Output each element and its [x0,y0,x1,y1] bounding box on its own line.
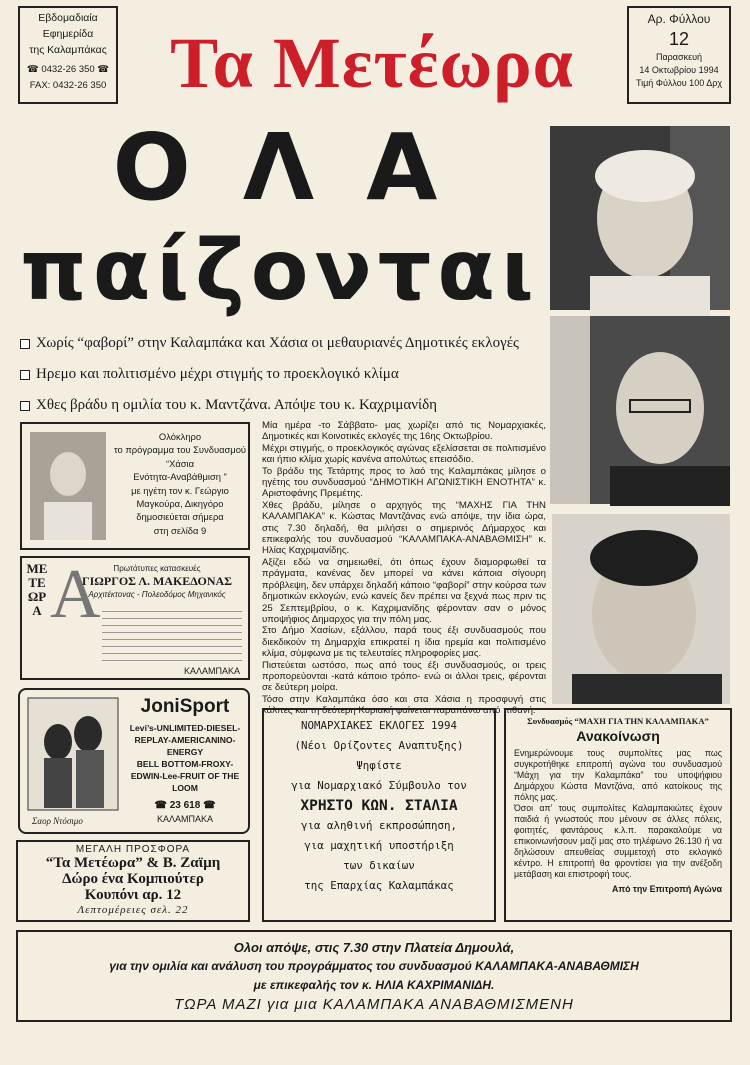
bullet-item: Χωρίς “φαβορί” στην Καλαμπάκα και Χάσια οι μεθαυριανές Δημοτικές εκλογές [20,334,540,352]
announcement-paragraph: Όσοι απ’ τους συμπολίτες Καλαμπακιώτες έχουν παιδιά ή γνωστούς που μένουν σε άλλες πόλεις, φοιτητές, φαντάρους κ.λ.π. παρακαλούμε να επικοινωνήσουν μαζί μας στο τηλέφωνο 26.130 ή να δηλώσουν απευθείας συμμετοχή στο εκλογικό κέντρο. Η επιτροπή θα φροντίσει για την ανέξοδη μετάβαση και επιστροφή τους. [514,803,722,879]
announcement-box [504,708,732,922]
election-ad: ΝΟΜΑΡΧΙΑΚΕΣ ΕΚΛΟΓΕΣ 1994 (Νέοι Ορίζοντες Αναπτυξης) Ψηφίστε για Νομαρχιακό Σύμβουλο τον ΧΡΗΣΤΟ ΚΩΝ. ΣΤΑΛΙΑ για αληθινή εκπροσώπηση, για μαχητική υποστήριξη των δικαίων της Επαρχίας Καλαμπάκας [262,708,496,922]
article-paragraph: Στο Δήμο Χασίων, εξάλλου, παρά τους έξι συνδυασμούς που διεκδικούν τη Δημαρχία επικρατεί η ίδια ηρεμία και πολιτισμένο κλίμα, σύμφωνα με τις τελευταίες πληροφορίες μας. [262,625,546,660]
architect-city: ΚΑΛΑΜΠΑΚΑ [184,666,241,676]
offer-line: Δώρο ένα Κομπιούτερ [62,871,204,887]
announcement-paragraph: Ενημερώνουμε τους συμπολίτες μας πως συγκροτήθηκε επιτροπή αγώνα του συνδυασμού “Μάχη για την Καλαμπάκα” του υποψήφιου Δημάρχου Κώστα Μαντζάνα, από κατοίκους της πόλης μας. [514,748,722,802]
program-text: Ολόκληρο το πρόγραμμα του Συνδυασμού “Χάσια Ενότητα-Αναβάθμιση ” με ηγέτη τον κ. Γεώργιο Μαγκούρα, Δικηγόρο δημοσιεύεται σήμερα στη σελίδα 9 [113,431,247,536]
jonisport-caption: Σαορ Ντόσιμο [32,816,83,826]
offer-line: ΜΕΓΑΛΗ ΠΡΟΣΦΟΡΑ [75,844,191,855]
banner-line: ΤΩΡΑ ΜΑΖΙ για μια ΚΑΛΑΜΠΑΚΑ ΑΝΑΒΑΘΜΙΣΜΕΝΗ [174,996,574,1013]
newspaper-title: Τα Μετέωρα [170,23,574,103]
bullet-item: Χθες βράδυ η ομιλία του κ. Μαντζάνα. Απόψε του κ. Καχριμανίδη [20,396,540,414]
program-box [20,422,250,550]
program-photo [30,432,106,540]
fashion-image [28,698,118,810]
issue-date: 14 Οκτωβρίου 1994 [639,65,719,75]
announcement-title: Ανακοίνωση [576,728,660,744]
jonisport-city: ΚΑΛΑΜΠΑΚΑ [156,814,214,824]
announcement-party: Συνδυασμός “ΜΑΧΗ ΓΙΑ ΤΗΝ ΚΑΛΑΜΠΑΚΑ” [527,716,709,726]
article-paragraph: Χθες βράδυ, μίλησε ο αρχηγός της “ΜΑΧΗΣ ΓΙΑ ΤΗΝ ΚΑΛΑΜΠΑΚΑ” κ. Κώστας Μαντζάνας ενώ απόψε, την ίδια ώρα, στις 7.30 δηλαδή, θα μιλήσει ο σημερινός Δήμαρχος και επικεφαλής του συνδυασμού “ΚΑΛΑΜΠΑΚΑ-ΑΝΑΒΑΘΜΙΣΗ” κ. Ηλίας Καχριμανίδης. [262,499,546,557]
candidate-photo [550,126,730,310]
portrait-image [550,316,730,504]
portrait-image [552,514,730,704]
masthead-info-line: Εφημερίδα [42,28,94,40]
article-paragraph: Πιστεύεται ωστόσο, πως από τους έξι συνδυασμούς, οι τρεις προπορεύονται -κατά κάποιο τρόπο- ενώ οι άλλοι τρεις, φέρονται σε δεύτερη μοίρα. [262,659,546,694]
article-paragraph: Τόσο στην Καλαμπάκα όσο και στα Χάσια η προσφυγή στις κάλπες και τη δεύτερη Κυριακή φαίνεται παραπάνω από πιθανή. [262,693,546,717]
architect-name: ΓΙΩΡΓΟΣ Λ. ΜΑΚΕΔΟΝΑΣ [81,574,233,588]
banner-line: με επικεφαλής τον κ. ΗΛΙΑ ΚΑΧΡΙΜΑΝΙΔΗ. [253,978,495,992]
issue-number: 12 [668,29,690,49]
bottom-banner [16,930,732,1022]
fine-print-lines [102,608,242,664]
meteora-logo: ΜΕΤΕΩΡΑ [26,561,48,618]
offer-line: Κουπόνι αρ. 12 [84,887,182,903]
issue-box [627,6,731,104]
main-article [262,420,546,717]
architect-ad [20,556,250,680]
masthead-info-box [18,6,118,104]
architect-title: Αρχιτέκτονας - Πολεοδόμος Μηχανικός [88,590,226,599]
article-paragraph: Το βράδυ της Τετάρτης προς το λαό της Καλαμπάκας μίλησε ο ηγέτης του συνδυασμού “ΔΗΜΟΤΙΚΗ ΑΓΩΝΙΣΤΙΚΗ ΕΝΟΤΗΤΑ” κ. Αριστοφάνης Πρεμέτης. [262,465,546,500]
portrait-image [550,126,730,310]
candidate-photo [550,316,730,504]
article-paragraph: Μέχρι στιγμής, ο προεκλογικός αγώνας εξελίσσεται σε πολιτισμένο και ήπιο κλίμα χωρίς κανένα απολύτως επεισόδιο. [262,442,546,466]
jonisport-brands: Levi’s-UNLIMITED-DIESEL- REPLAY-AMERICANINO- ENERGY BELL BOTTOM-FROXY- EDWIN-Lee-FRUIT OF THE LOOM [129,723,241,793]
jonisport-phone: ☎ 23 618 ☎ [154,800,216,811]
issue-weekday: Παρασκευή [655,52,703,62]
article-paragraph: Μία ημέρα -το Σάββατο- μας χωρίζει από τις Νομαρχιακές, Δημοτικές και Κοινοτικές εκλογές της 16ης Οκτωβρίου. [262,420,546,443]
article-paragraph: Αξίζει εδώ να σημειωθεί, ότι όπως έχουν διαμορφωθεί τα πράγματα, κανένας δεν μπορεί να κάνει κάποια σίγουρη πρόβλεψη, δεν υπάρχει δηλαδή κάποιο “φαβορί” στην κούρσα των δημοτικών εκλογών, ενώ κανείς δεν πρέπει να ξεχνά πως πριν τις 25 Σεπτεμβρίου, ο κ. Καχριμανίδης φέρονταν σαν ο μόνος υποψήφιος Δημαρχος για την πόλη μας. [262,556,546,625]
candidate-photo [552,514,730,704]
masthead-phone: ☎ 0432-26 350 ☎ [26,64,110,75]
issue-price: Τιμή Φύλλου 100 Δρχ [635,78,723,88]
offer-line: “Τα Μετέωρα” & Β. Ζαϊμη [45,855,221,871]
headline-line-1: Ο Λ Α [112,114,448,221]
offer-line: Λεπτομέρειες σελ. 22 [77,904,189,916]
checkbox-bullet-icon [20,401,30,411]
offer-box [16,840,250,922]
masthead-info-line: Εβδομαδιαία [38,12,98,24]
headline-line-2: παίζονται [20,221,540,319]
checkbox-bullet-icon [20,370,30,380]
big-a-logo-icon: Α [50,556,101,633]
masthead-fax: FAX: 0432-26 350 [29,80,107,91]
architect-intro: Πρωτότυπες κατασκευές [113,564,201,573]
jonisport-name: JoniSport [140,696,230,717]
banner-line: Ολοι απόψε, στις 7.30 στην Πλατεία Δημουλά, [233,940,515,955]
issue-label: Αρ. Φύλλου [647,12,711,26]
portrait-image [30,432,106,540]
masthead-info-line: της Καλαμπάκας [29,44,107,56]
bullet-item: Ηρεμο και πολιτισμένο μέχρι στιγμής το προεκλογικό κλίμα [20,365,540,383]
announcement-signature: Από την Επιτροπή Αγώνα [612,884,722,894]
jonisport-photo [28,698,118,810]
banner-line: για την ομιλία και ανάλυση του προγράμματος του συνδυασμού ΚΑΛΑΜΠΑΚΑ-ΑΝΑΒΑΘΜΙΣΗ [109,959,639,973]
jonisport-ad [18,688,250,834]
checkbox-bullet-icon [20,339,30,349]
